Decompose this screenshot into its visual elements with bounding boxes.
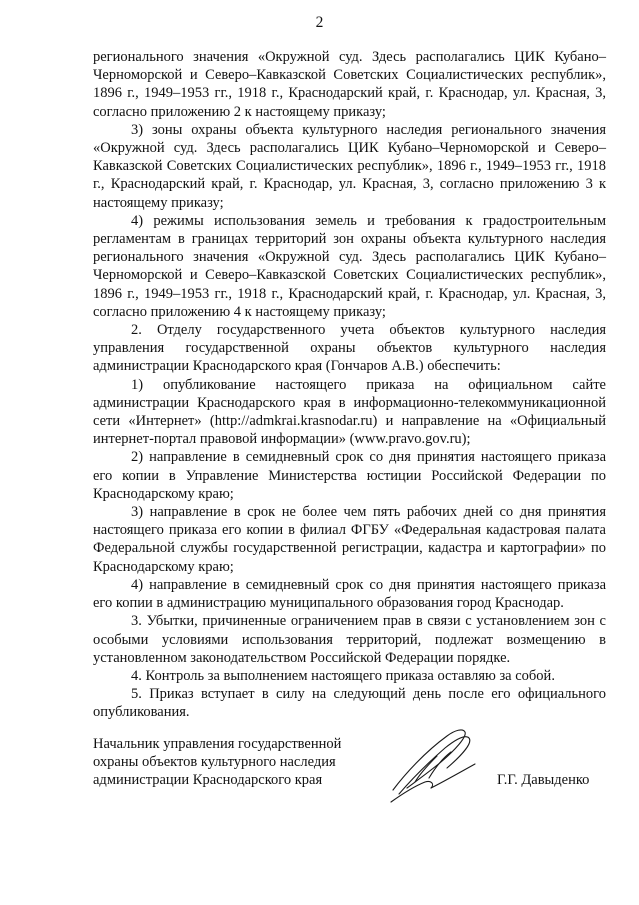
- paragraph-section-3: 3. Убытки, причиненные ограничением прав в связи с установлением зон с особыми условиями использования территорий, подлежат возмещению в установленном законодательством Российской Федерации порядке.: [93, 613, 606, 666]
- signatory-title-line: администрации Краснодарского края: [93, 772, 323, 788]
- paragraph-section-2-item-3: 3) направление в срок не более чем пять рабочих дней со дня принятия настоящего приказа его копии в филиал ФГБУ «Федеральная кадастровая палата Федеральной службы государственной регистрации, кадастра и картографии» по Краснодарскому краю;: [93, 504, 606, 575]
- paragraph-section-4: 4. Контроль за выполнением настоящего приказа оставляю за собой.: [131, 667, 555, 684]
- signatory-title: [93, 735, 341, 789]
- paragraph-continuation: регионального значения «Окружной суд. Здесь располагались ЦИК Кубано–Черноморской и Северо–Кавказской Советских Социалистических республик», 1896 г., 1949–1953 гг., 1918 г., Краснодарский край, г. Краснодар, ул. Красная, 3, согласно приложению 2 к настоящему приказу;: [93, 49, 606, 120]
- paragraph-section-2-item-1: 1) опубликование настоящего приказа на официальном сайте администрации Краснодарского края в информационно-телекоммуникационной сети «Интернет» (http://admkrai.krasnodar.ru) и направление на «Официальный интернет-портал правовой информации» (www.pravo.gov.ru);: [93, 376, 606, 448]
- paragraph-item-4-land-use-regimes: 4) режимы использования земель и требования к градостроительным регламентам в границах территорий зон охраны объекта культурного наследия регионального значения «Окружной суд. Здесь располагались ЦИК Кубано–Черноморской и Северо–Кавказской Советских Социалистических республик», 1896 г., 1949–1953 гг., 1918 г., Краснодарский край, г. Краснодар, ул. Красная, 3, согласно приложению 4 к настоящему приказу;: [93, 212, 606, 320]
- signatory-title-line: охраны объектов культурного наследия: [93, 754, 336, 770]
- paragraph-section-2-item-4: 4) направление в семидневный срок со дня принятия настоящего приказа его копии в администрацию муниципального образования город Краснодар.: [93, 576, 606, 612]
- signer-name: Г.Г. Давыденко: [497, 772, 590, 788]
- handwritten-signature: [385, 722, 480, 807]
- paragraph-section-5: 5. Приказ вступает в силу на следующий день после его официального опубликования.: [93, 686, 606, 721]
- paragraph-section-2-item-2: 2) направление в семидневный срок со дня принятия настоящего приказа его копии в Управление Министерства юстиции Российской Федерации по Краснодарскому краю;: [93, 449, 606, 502]
- document-body: [93, 48, 606, 722]
- signatory-title-line: Начальник управления государственной: [93, 736, 342, 752]
- page-number: 2: [315, 14, 324, 31]
- paragraph-item-3-protection-zones: 3) зоны охраны объекта культурного наследия регионального значения «Окружной суд. Здесь располагались ЦИК Кубано–Черноморской и Северо–Кавказской Советских Социалистических республик», 1896 г., 1949–1953 гг., 1918 г., Краснодарский край, г. Краснодар, ул. Красная, 3, согласно приложению 3 к настоящему приказу;: [93, 121, 606, 211]
- paragraph-section-2: 2. Отделу государственного учета объектов культурного наследия управления государственной охраны объектов культурного наследия администрации Краснодарского края (Гончаров А.В.) обеспечить:: [93, 322, 606, 375]
